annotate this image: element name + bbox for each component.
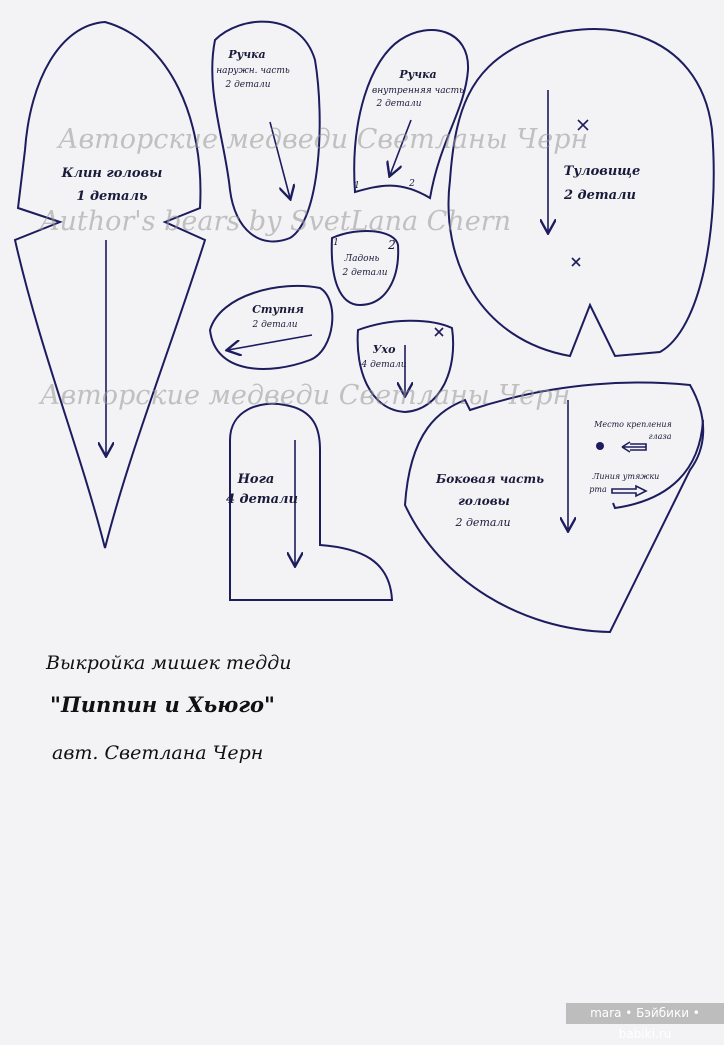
- leg-count: 4 детали: [225, 492, 299, 507]
- leg-label: Нога: [237, 472, 275, 487]
- foot-sole-grain-arrow: [228, 335, 312, 350]
- palm-label: Ладонь: [344, 254, 380, 264]
- arm-outer-label: Ручка: [228, 48, 266, 61]
- head-wedge-label: Клин головы: [61, 166, 163, 181]
- head-side-label-2: головы: [458, 494, 510, 508]
- mouth-note-2: рта: [589, 485, 607, 494]
- ear-count: 4 детали: [361, 360, 407, 370]
- eye-note: Место крепления: [594, 420, 672, 429]
- head-wedge-piece: [15, 22, 205, 548]
- arm-outer-part: наружн. часть: [216, 66, 290, 76]
- palm-count: 2 детали: [342, 268, 388, 278]
- watermark: Авторские медведи Светланы Черн: [58, 124, 589, 155]
- arm-inner-label: Ручка: [399, 68, 437, 81]
- arm-inner-part: внутренняя часть: [371, 86, 465, 96]
- eye-position-dot: [596, 442, 604, 450]
- arm-outer-count: 2 детали: [225, 80, 271, 90]
- body-label: Туловище: [563, 164, 641, 179]
- watermark: Author's bears by SvetLana Chern: [40, 206, 511, 237]
- ear-label: Ухо: [372, 343, 396, 356]
- mouth-pointer-arrow: [612, 486, 646, 496]
- pattern-name: "Пиппин и Хьюго": [50, 692, 275, 717]
- foot-sole-count: 2 детали: [252, 320, 298, 330]
- palm-mark-2: 2: [388, 238, 396, 252]
- head-side-label: Боковая часть: [435, 472, 545, 486]
- credit-watermark: mara • Бэйбики • babiki.ru: [566, 1003, 724, 1024]
- mouth-note: Линия утяжки: [592, 472, 660, 481]
- palm-mark-1: 1: [333, 238, 339, 248]
- pattern-title: Выкройка мишек тедди: [46, 652, 292, 674]
- arm-inner-count: 2 детали: [376, 99, 422, 109]
- foot-sole-label: Ступня: [252, 303, 304, 316]
- arm-inner-mark-2: 2: [409, 179, 415, 189]
- watermark: Авторские медведи Светланы Черн: [40, 380, 571, 411]
- pattern-author: авт. Светлана Черн: [52, 742, 264, 764]
- arm-inner-mark-1: 1: [354, 181, 360, 191]
- eye-note-2: глаза: [648, 432, 672, 441]
- head-side-count: 2 детали: [455, 516, 511, 529]
- eye-pointer-arrow: [622, 442, 646, 452]
- head-wedge-count: 1 деталь: [76, 189, 148, 204]
- ear-mark-x: [435, 328, 443, 336]
- body-count: 2 детали: [563, 188, 637, 203]
- body-mark-x2: [572, 258, 580, 266]
